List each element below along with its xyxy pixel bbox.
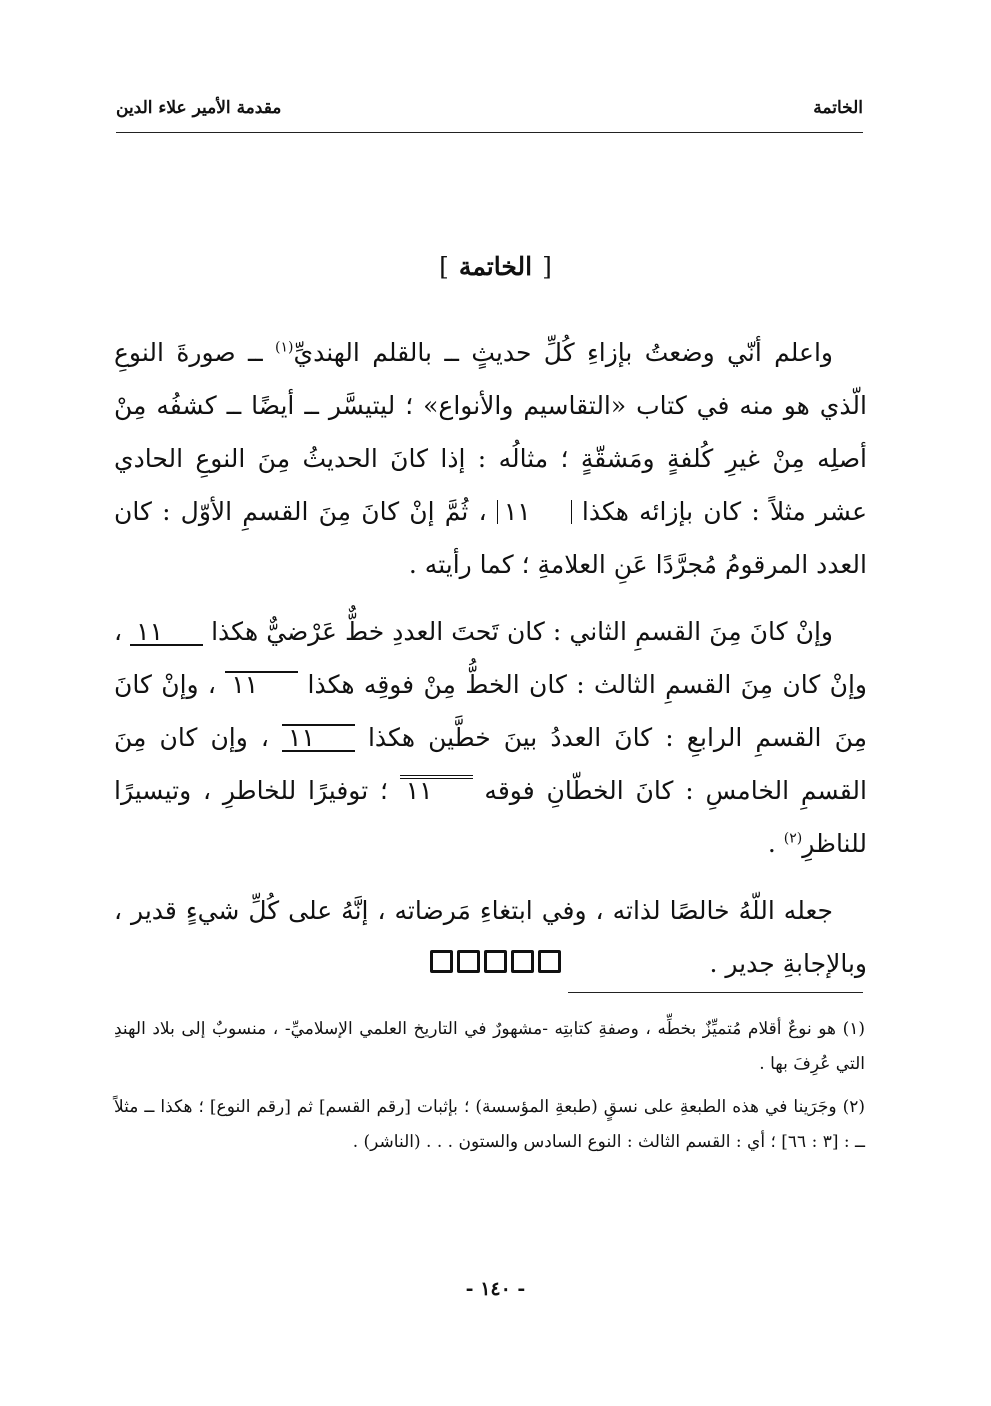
running-header	[116, 96, 863, 133]
title-text: الخاتمة	[458, 252, 533, 281]
separator-square-icon	[538, 950, 561, 973]
section-separator	[0, 950, 991, 977]
header-chapter: الخاتمة	[813, 98, 863, 118]
number-box-between-lines: ١١	[282, 724, 355, 752]
paragraph-2	[114, 605, 867, 870]
p2-text-c: ، وإنْ كانَ مِنَ القسمِ الرابعِ : كانَ العددُ بينَ خطَّين هكذا	[114, 670, 867, 752]
title-close-bracket: ]	[439, 252, 449, 281]
footnote-1: (١) هو نوعٌ أقلام مُتميِّزٌ بخطِّه ، وصفةِ كتابتِه -مشهورٌ في التاريخ العلمي الإسلاميِّ- ، منسوبٌ إلى بلاد الهندِ التي عُرِفَ بها .	[114, 1019, 865, 1074]
p2-text-e: ؛ توفيرًا للخاطرِ ، وتيسيرًا للناظرِ	[114, 776, 867, 858]
paragraph-1	[114, 326, 867, 591]
p2-text-f: .	[767, 829, 784, 858]
p2-text-d: ، وإن كان مِنَ القسمِ الخامسِ : كانَ الخطّانِ فوقه	[114, 723, 867, 805]
number-box-double-overline: ١١	[400, 775, 473, 803]
footnote-rule	[568, 992, 863, 993]
number-box-plain: ١١	[497, 500, 572, 524]
footnote-ref-2: (٢)	[783, 830, 803, 847]
p2-text-a: وإنْ كانَ مِنَ القسمِ الثاني : كان تَحتَ العددِ خطٌّ عَرْضيٌّ هكذا	[203, 617, 833, 646]
p1-text-a: واعلم أنّي وضعتُ بإزاءِ كُلِّ حديثٍ ــ بالقلم الهنديِّ	[293, 338, 833, 367]
footnotes	[114, 1012, 865, 1168]
p1-text-b: ــ صورةَ النوعِ الّذي هو منه في كتاب «التقاسيم والأنواع» ؛ ليتيسَّر ــ أيضًا ــ كشفُه مِنْ أصلِه مِنْ غيرِ كُلفةٍ ومَشقّةٍ ؛ مثالُه : إذا كانَ الحديثُ مِنَ النوعِ الحادي عشر مثلاً : كان بإزائه هكذا	[114, 338, 867, 526]
number-box-underlined: ١١	[130, 620, 203, 646]
footnote-2: (٢) وجَرَينا في هذه الطبعةِ على نسقٍ (طبعةِ المؤسسة) ؛ بإثبات [رقم القسم] ثم [رقم النوع] ؛ هكذا ــ مثلاً ــ : [٣ : ٦٦] ؛ أي : القسم الثالث : النوع السادس والستون . . . (الناشر) .	[114, 1097, 865, 1152]
separator-square-icon	[430, 950, 453, 973]
paragraph-3: جعله اللّهُ خالصًا لذاته ، وفي ابتغاءِ مَرضاته ، إنَّهُ على كُلِّ شيءٍ قدير ، وبالإجابةِ جدير .	[114, 896, 867, 978]
title-open-bracket: [	[542, 252, 552, 281]
main-text	[114, 326, 867, 1004]
separator-square-icon	[511, 950, 534, 973]
separator-square-icon	[457, 950, 480, 973]
page-number: - ١٤٠ -	[465, 1278, 526, 1300]
section-title	[0, 252, 991, 281]
separator-square-icon	[484, 950, 507, 973]
number-box-overlined: ١١	[225, 671, 298, 697]
header-book-title: مقدمة الأمير علاء الدين	[116, 98, 282, 118]
footnote-ref-1: (١)	[275, 339, 294, 356]
p1-text-c: ، ثُمَّ إنْ كانَ مِنَ القسمِ الأوّل : كان العدد المرقومُ مُجرَّدًا عَنِ العلامةِ ؛ كما رأيته .	[114, 497, 867, 579]
p2-text-b: ، وإنْ كان مِنَ القسمِ الثالث : كان الخطُّ مِنْ فوقِه هكذا	[114, 617, 867, 699]
